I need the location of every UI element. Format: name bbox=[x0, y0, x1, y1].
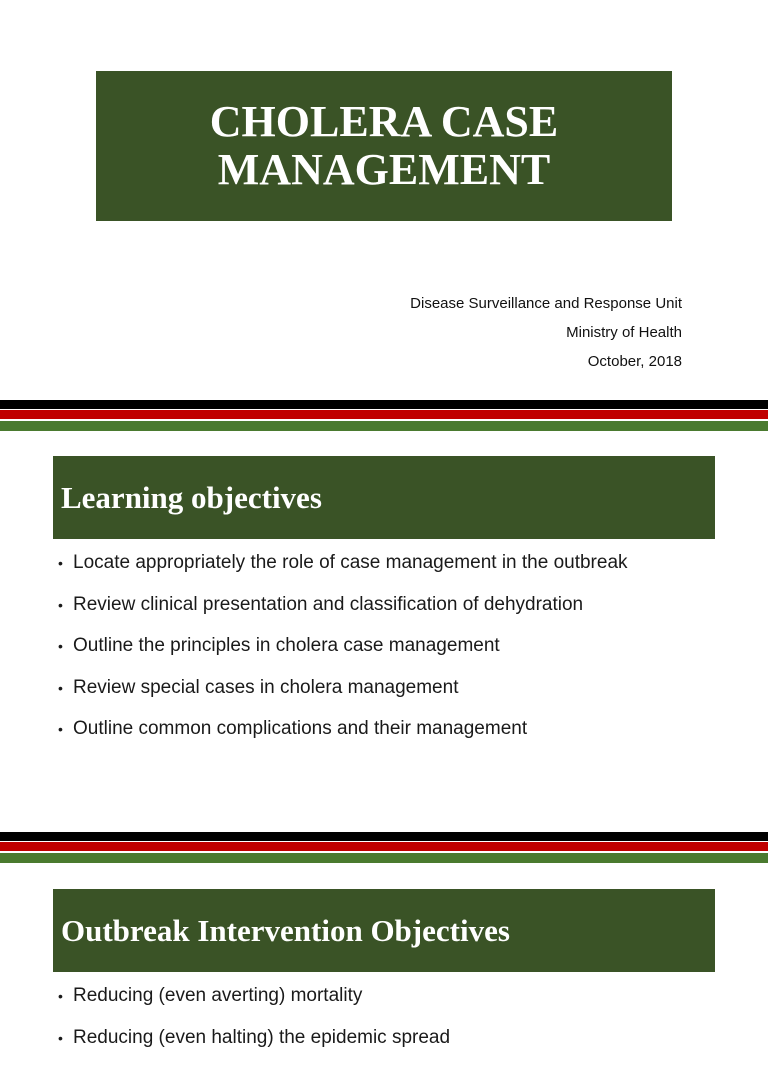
bullet-text: Reducing (even halting) the epidemic spread bbox=[73, 1027, 450, 1048]
slide-1 bbox=[0, 0, 768, 400]
subtitle-line-unit: Disease Surveillance and Response Unit bbox=[410, 289, 682, 318]
page-title bbox=[210, 98, 558, 193]
bullet-list bbox=[58, 984, 450, 1067]
heading-box bbox=[53, 456, 715, 539]
list-item bbox=[58, 551, 628, 593]
flag-stripe-2 bbox=[0, 832, 768, 863]
flag-black-band bbox=[0, 832, 768, 841]
bullet-text: Review special cases in cholera management bbox=[73, 677, 458, 698]
flag-red-band bbox=[0, 842, 768, 851]
list-item bbox=[58, 634, 628, 676]
bullet-text: Outline the principles in cholera case management bbox=[73, 635, 500, 656]
title-line-1: CHOLERA CASE bbox=[210, 98, 558, 146]
subtitle-line-date: October, 2018 bbox=[410, 347, 682, 376]
bullet-list bbox=[58, 551, 628, 759]
bullet-icon: • bbox=[58, 634, 63, 658]
flag-black-band bbox=[0, 400, 768, 409]
bullet-text: Review clinical presentation and classification of dehydration bbox=[73, 594, 583, 615]
subtitle-block bbox=[410, 289, 682, 376]
bullet-text: Outline common complications and their management bbox=[73, 718, 527, 739]
title-line-2: MANAGEMENT bbox=[210, 146, 558, 194]
slide-heading: Outbreak Intervention Objectives bbox=[61, 913, 510, 949]
heading-box bbox=[53, 889, 715, 972]
title-box bbox=[96, 71, 672, 221]
list-item bbox=[58, 593, 628, 635]
bullet-icon: • bbox=[58, 676, 63, 700]
bullet-text: Reducing (even averting) mortality bbox=[73, 985, 362, 1006]
list-item bbox=[58, 1026, 450, 1067]
flag-green-band bbox=[0, 853, 768, 863]
bullet-icon: • bbox=[58, 1026, 63, 1050]
slide-2 bbox=[0, 431, 768, 832]
bullet-icon: • bbox=[58, 551, 63, 575]
bullet-icon: • bbox=[58, 593, 63, 617]
flag-red-band bbox=[0, 410, 768, 419]
list-item bbox=[58, 984, 450, 1026]
flag-green-band bbox=[0, 421, 768, 431]
flag-stripe-1 bbox=[0, 400, 768, 431]
list-item bbox=[58, 717, 628, 759]
bullet-text: Locate appropriately the role of case management in the outbreak bbox=[73, 552, 628, 573]
bullet-icon: • bbox=[58, 717, 63, 741]
slide-3 bbox=[0, 863, 768, 1024]
slide-heading: Learning objectives bbox=[61, 480, 322, 516]
list-item bbox=[58, 676, 628, 718]
bullet-icon: • bbox=[58, 984, 63, 1008]
subtitle-line-ministry: Ministry of Health bbox=[410, 318, 682, 347]
